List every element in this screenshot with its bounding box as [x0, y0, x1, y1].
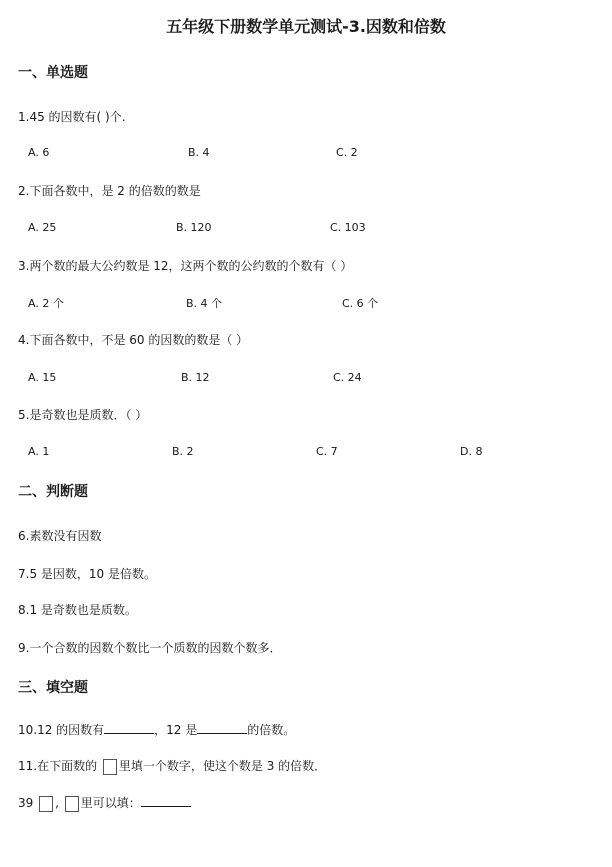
section-heading-true-false: 二、判断题: [18, 484, 88, 500]
question-8: 8.1 是奇数也是质数。: [18, 603, 137, 617]
question-11-text-2: 里填一个数字，使这个数是 3 的倍数．: [118, 759, 327, 773]
digit-box[interactable]: [65, 796, 79, 812]
question-2-option-c: C. 103: [330, 221, 366, 234]
question-11: [18, 757, 326, 775]
question-5-option-a: A. 1: [28, 445, 50, 458]
separator: ,: [55, 796, 59, 810]
question-5-option-b: B. 2: [172, 445, 194, 458]
question-5: 5.是奇数也是质数．（ ）: [18, 408, 148, 422]
digit-box[interactable]: [39, 796, 53, 812]
question-3-option-b: B. 4 个: [186, 297, 223, 310]
question-9: 9.一个合数的因数个数比一个质数的因数个数多．: [18, 641, 282, 655]
section-heading-fill-blank: 三、填空题: [18, 680, 88, 696]
question-10-text-1: 10.12 的因数有: [18, 723, 105, 737]
question-10-text-3: 的倍数。: [247, 723, 296, 737]
page-title: 五年级下册数学单元测试-3.因数和倍数: [166, 17, 446, 36]
question-10-text-2: ，12 是: [154, 723, 198, 737]
number-prefix: 39: [18, 796, 34, 810]
question-2-option-b: B. 120: [176, 221, 212, 234]
section-heading-single-choice: 一、单选题: [18, 65, 88, 81]
answer-blank[interactable]: [197, 721, 247, 734]
question-10: [18, 721, 295, 738]
question-11-answer-text: 里可以填：: [80, 796, 141, 810]
question-4: 4.下面各数中，不是 60 的因数的数是（ ）: [18, 333, 249, 347]
answer-blank[interactable]: [141, 794, 191, 807]
question-11-answer-line: [18, 794, 191, 812]
answer-blank[interactable]: [104, 721, 154, 734]
question-1-option-c: C. 2: [336, 146, 358, 159]
question-2: 2.下面各数中，是 2 的倍数的数是: [18, 184, 201, 198]
question-6: 6.素数没有因数: [18, 529, 102, 543]
question-3-option-a: A. 2 个: [28, 297, 64, 310]
question-5-option-c: C. 7: [316, 445, 338, 458]
question-1-option-a: A. 6: [28, 146, 50, 159]
question-4-option-c: C. 24: [333, 371, 362, 384]
question-4-option-a: A. 15: [28, 371, 57, 384]
question-2-option-a: A. 25: [28, 221, 57, 234]
question-1-option-b: B. 4: [188, 146, 210, 159]
question-5-option-d: D. 8: [460, 445, 483, 458]
question-11-text-1: 11.在下面数的: [18, 759, 98, 773]
question-3-option-c: C. 6 个: [342, 297, 379, 310]
question-1: 1.45 的因数有( )个.: [18, 110, 126, 124]
question-7: 7.5 是因数，10 是倍数。: [18, 567, 156, 581]
question-4-option-b: B. 12: [181, 371, 210, 384]
question-3: 3.两个数的最大公约数是 12，这两个数的公约数的个数有（ ）: [18, 259, 353, 273]
digit-box[interactable]: [103, 759, 117, 775]
